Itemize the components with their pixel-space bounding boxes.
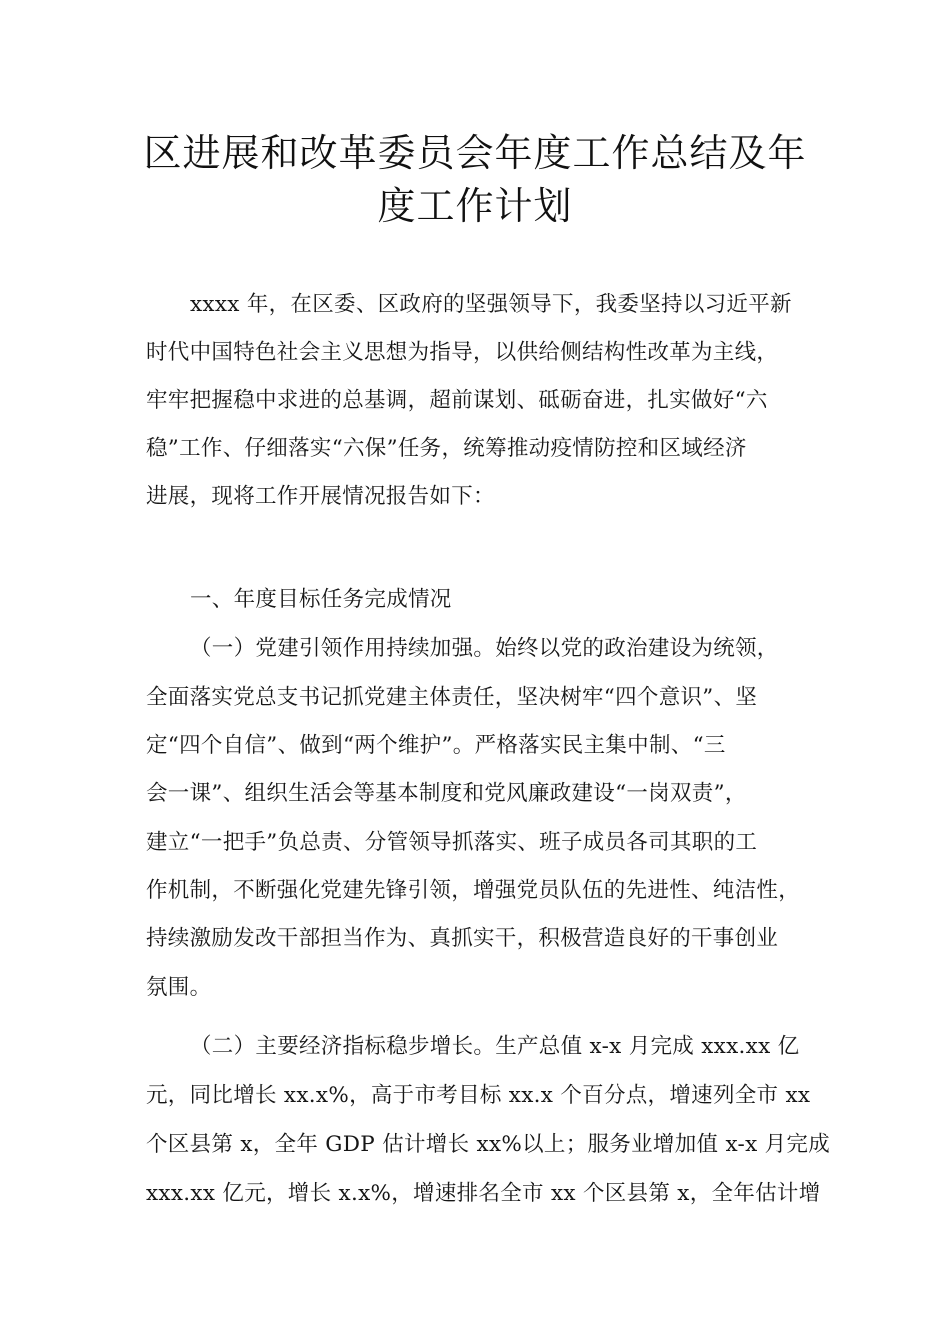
item1-line-2: 全面落实党总支书记抓党建主体责任，坚决树牢“四个意识”、坚 <box>146 685 758 710</box>
section-heading: 一、年度目标任务完成情况 <box>190 587 452 612</box>
document-title-line-1: 区进展和改革委员会年度工作总结及年 <box>143 131 807 175</box>
item1-line-8: 氛围。 <box>146 975 212 1000</box>
item1-line-1: （一）党建引领作用持续加强。始终以党的政治建设为统领， <box>190 636 779 661</box>
intro-line-3: 牢牢把握稳中求进的总基调，超前谋划、砥砺奋进，扎实做好“六 <box>146 388 768 413</box>
item1-line-3: 定“四个自信”、做到“两个维护”。严格落实民主集中制、“三 <box>146 733 726 758</box>
item2-line-4: xxx.xx 亿元，增长 x.x%，增速排名全市 xx 个区县第 x，全年估计增 <box>146 1181 821 1206</box>
item1-line-5: 建立“一把手”负总责、分管领导抓落实、班子成员各司其职的工 <box>146 830 758 855</box>
item2-line-3: 个区县第 x，全年 GDP 估计增长 xx%以上；服务业增加值 x-x 月完成 <box>146 1132 831 1157</box>
item1-line-7: 持续激励发改干部担当作为、真抓实干，积极营造良好的干事创业 <box>146 926 779 951</box>
item2-line-2: 元，同比增长 xx.x%，高于市考目标 xx.x 个百分点，增速列全市 xx <box>146 1083 811 1108</box>
document-title-line-2: 度工作计划 <box>377 184 573 228</box>
intro-line-2: 时代中国特色社会主义思想为指导，以供给侧结构性改革为主线， <box>146 340 779 365</box>
intro-line-5: 进展，现将工作开展情况报告如下： <box>146 484 495 509</box>
item1-line-4: 会一课”、组织生活会等基本制度和党风廉政建设“一岗双责”， <box>146 781 747 806</box>
intro-line-1: xxxx 年，在区委、区政府的坚强领导下，我委坚持以习近平新 <box>190 292 792 317</box>
item1-line-6: 作机制，不断强化党建先锋引领，增强党员队伍的先进性、纯洁性， <box>146 878 801 903</box>
item2-line-1: （二）主要经济指标稳步增长。生产总值 x-x 月完成 xxx.xx 亿 <box>190 1034 800 1059</box>
intro-line-4: 稳”工作、仔细落实“六保”任务，统筹推动疫情防控和区域经济 <box>146 436 747 461</box>
